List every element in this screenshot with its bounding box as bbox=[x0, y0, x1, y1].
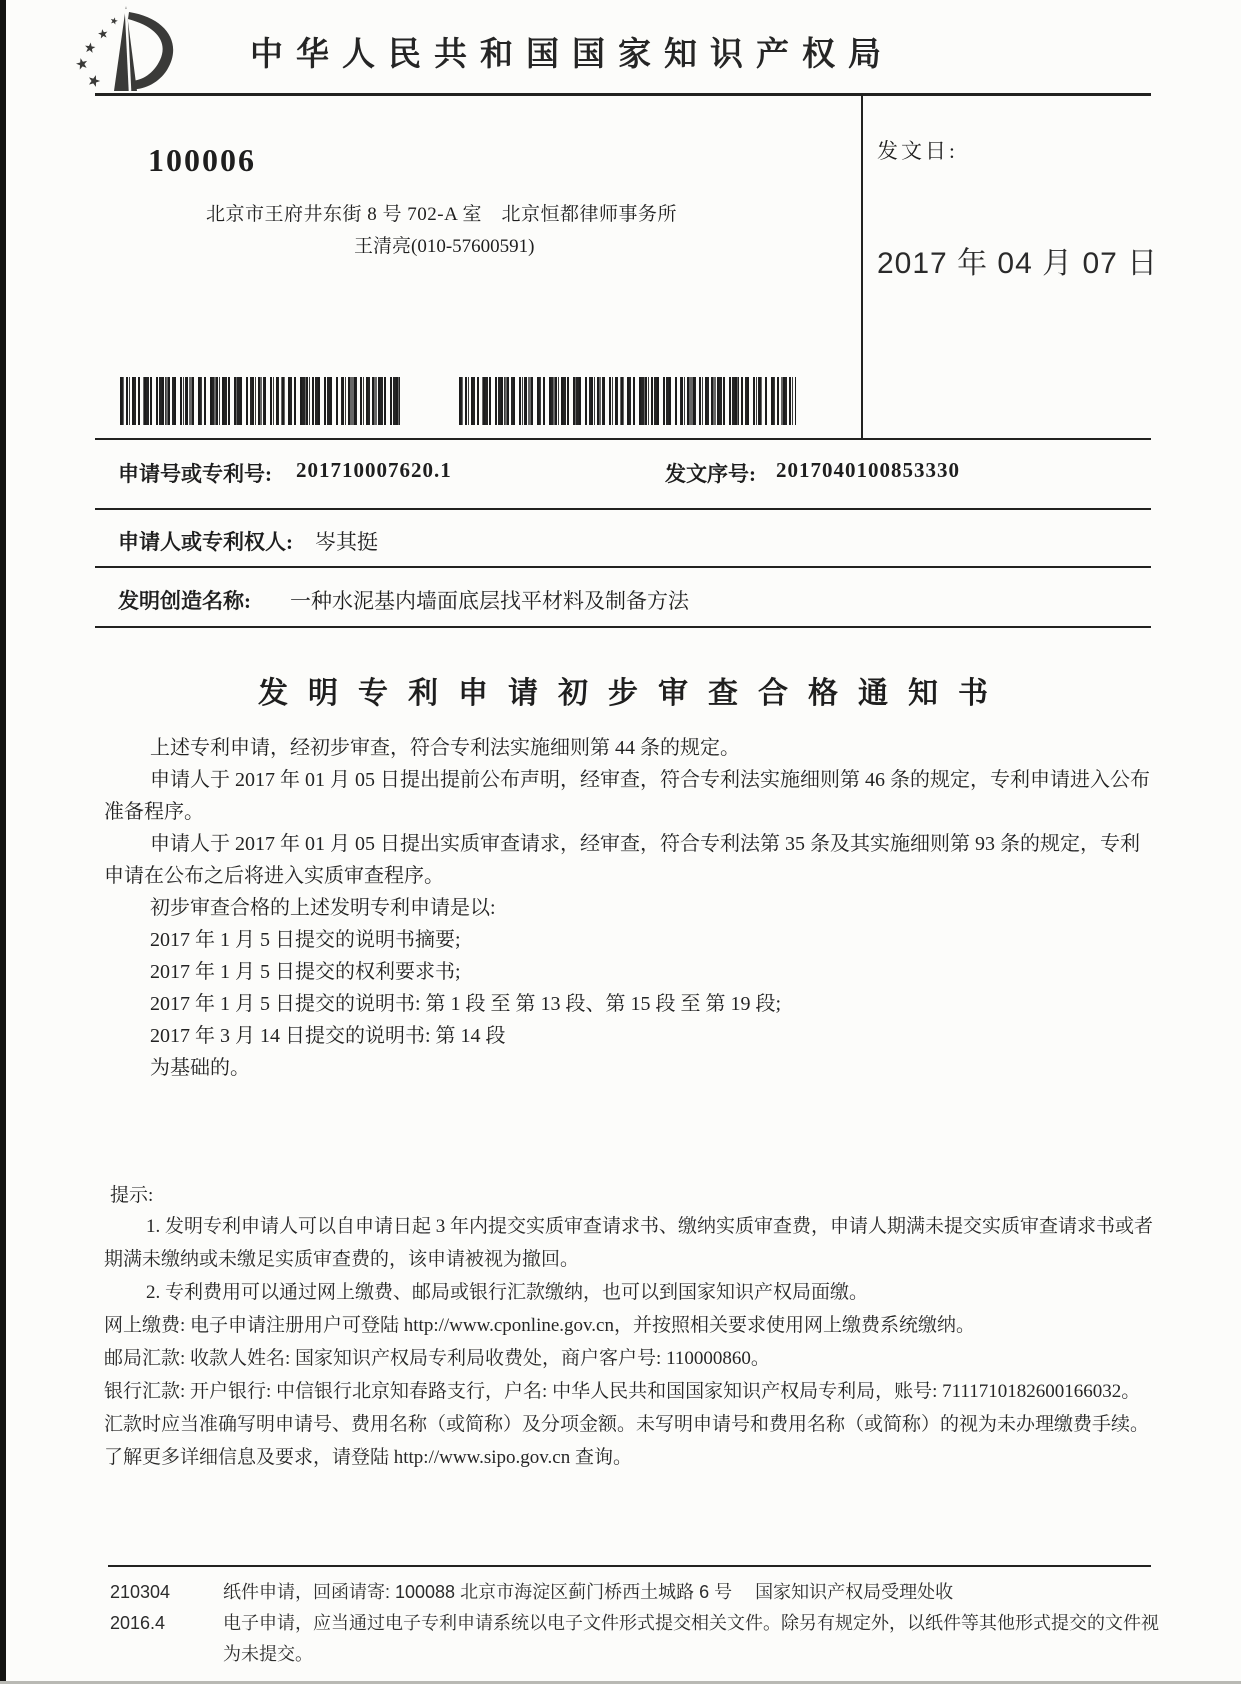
notes-label: 提示: bbox=[110, 1185, 154, 1206]
note-item: 银行汇款: 开户银行: 中信银行北京知春路支行，户名: 中华人民共和国国家知识产权局专利局，账号: 7111710182600166032。 bbox=[104, 1381, 1141, 1402]
invention-title-label: 发明创造名称: bbox=[118, 589, 251, 613]
row-rule bbox=[95, 566, 1151, 568]
note-item: 了解更多详细信息及要求，请登陆 http://www.sipo.gov.cn 查询。 bbox=[104, 1447, 632, 1468]
footer-rule bbox=[108, 1565, 1151, 1567]
footer-form-codes bbox=[110, 1577, 170, 1639]
body-paragraph: 2017 年 1 月 5 日提交的说明书: 第 1 段 至 第 13 段、第 15 段 至 第 19 段; bbox=[150, 993, 782, 1015]
footer-note-paper: 纸件申请，回函请寄: 100088 北京市海淀区蓟门桥西土城路 6 号 国家知识产权局受理处收 bbox=[223, 1582, 954, 1602]
serial-number-label: 发文序号: bbox=[665, 462, 756, 486]
note-item: 2. 专利费用可以通过网上缴费、邮局或银行汇款缴纳，也可以到国家知识产权局面缴。 bbox=[146, 1282, 869, 1303]
header-rule bbox=[95, 93, 1151, 96]
note-item: 邮局汇款: 收款人姓名: 国家知识产权局专利局收费处，商户客户号: 110000860。 bbox=[104, 1348, 770, 1369]
agency-title: 中华人民共和国国家知识产权局 bbox=[250, 35, 894, 72]
body-paragraph: 上述专利申请，经初步审查，符合专利法实施细则第 44 条的规定。 bbox=[150, 737, 740, 759]
note-item: 1. 发明专利申请人可以自申请日起 3 年内提交实质审查请求书、缴纳实质审查费，申请人期满未提交实质审查请求书或者期满未缴纳或未缴足实质审查费的，该申请被视为撤回。 bbox=[104, 1216, 1154, 1270]
scan-edge-artifact-left bbox=[0, 0, 6, 1684]
dispatch-date-value: 2017 年 04 月 07 日 bbox=[877, 247, 1159, 280]
serial-number-value: 2017040100853330 bbox=[776, 458, 960, 482]
body-paragraph: 申请人于 2017 年 01 月 05 日提出提前公布声明，经审查，符合专利法实施细则第 46 条的规定，专利申请进入公布准备程序。 bbox=[104, 769, 1150, 823]
dispatch-date-label: 发文日: bbox=[877, 139, 958, 163]
note-item: 汇款时应当准确写明申请号、费用名称（或简称）及分项金额。未写明申请号和费用名称（或简称）的视为未办理缴费手续。 bbox=[104, 1414, 1150, 1435]
body-paragraph: 为基础的。 bbox=[150, 1057, 250, 1079]
body-paragraph: 初步审查合格的上述发明专利申请是以: bbox=[150, 897, 496, 919]
row-rule bbox=[95, 438, 1151, 440]
applicant-label: 申请人或专利权人: bbox=[118, 530, 293, 554]
footer-note-electronic: 电子申请，应当通过电子专利申请系统以电子文件形式提交相关文件。除另有规定外，以纸件等其他形式提交的文件视为未提交。 bbox=[223, 1613, 1159, 1664]
invention-title-value: 一种水泥基内墙面底层找平材料及制备方法 bbox=[290, 589, 689, 613]
notes-section bbox=[104, 1210, 1156, 1474]
application-number-value: 201710007620.1 bbox=[296, 458, 452, 482]
row-rule bbox=[95, 508, 1151, 510]
recipient-contact: 王清亮(010-57600591) bbox=[354, 236, 535, 257]
notice-title: 发明专利申请初步审查合格通知书 bbox=[258, 677, 1008, 710]
body-paragraph: 2017 年 1 月 5 日提交的说明书摘要; bbox=[150, 929, 461, 951]
body-paragraph: 2017 年 1 月 5 日提交的权利要求书; bbox=[150, 961, 461, 983]
barcode-application bbox=[120, 377, 401, 425]
notice-body bbox=[104, 732, 1150, 1084]
body-paragraph: 申请人于 2017 年 01 月 05 日提出实质审查请求，经审查，符合专利法第 35 条及其实施细则第 93 条的规定，专利申请在公布之后将进入实质审查程序。 bbox=[104, 833, 1140, 887]
recipient-address: 北京市王府井东街 8 号 702-A 室 北京恒都律师事务所 bbox=[206, 204, 678, 225]
note-item: 网上缴费: 电子申请注册用户可登陆 http://www.cponline.gov.cn，并按照相关要求使用网上缴费系统缴纳。 bbox=[104, 1315, 975, 1336]
body-paragraph: 2017 年 3 月 14 日提交的说明书: 第 14 段 bbox=[150, 1025, 506, 1047]
applicant-value: 岑其挺 bbox=[315, 530, 378, 554]
recipient-postal-code: 100006 bbox=[148, 142, 256, 178]
footer-form-number: 210304 bbox=[110, 1582, 171, 1602]
barcode-serial bbox=[459, 377, 796, 425]
footer-form-version: 2016.4 bbox=[110, 1613, 166, 1633]
row-rule bbox=[95, 626, 1151, 628]
footer-notes bbox=[223, 1577, 1168, 1670]
date-box-border bbox=[861, 95, 863, 439]
application-number-label: 申请号或专利号: bbox=[118, 462, 272, 486]
